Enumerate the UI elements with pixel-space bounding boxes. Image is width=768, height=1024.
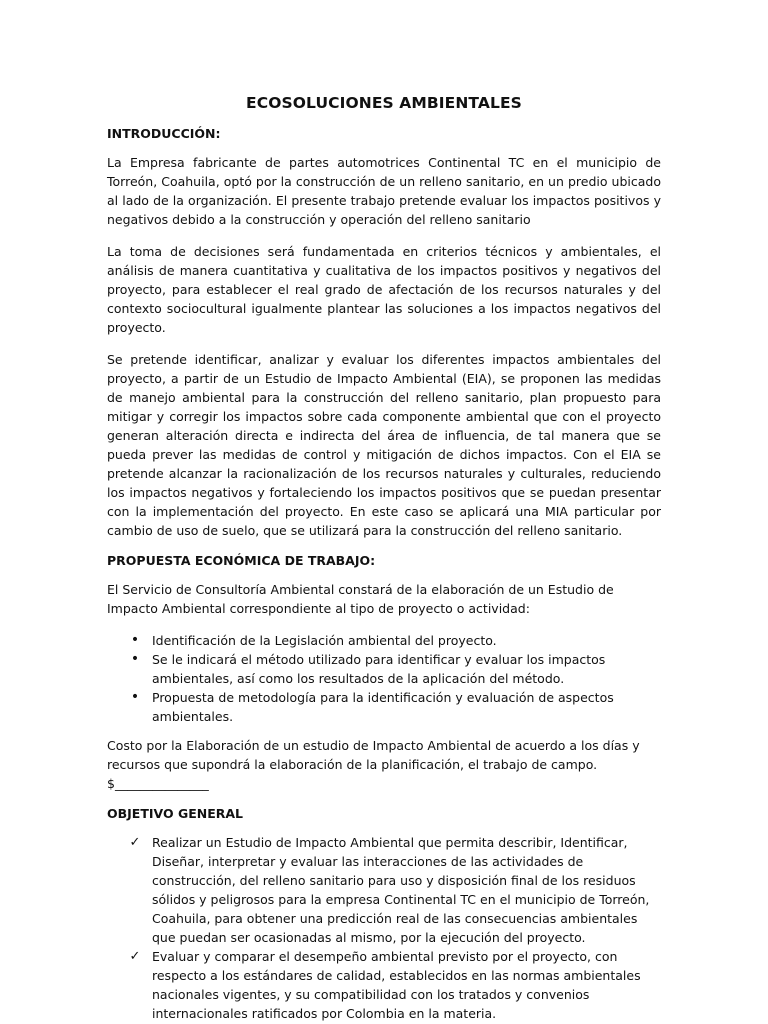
proposal-bullet-list [107, 631, 661, 726]
checkmark-icon: ✓ [129, 835, 141, 850]
list-item [107, 631, 661, 650]
list-item-text: Propuesta de metodología para la identificación y evaluación de aspectos ambientales. [152, 690, 614, 724]
list-item-text: Se le indicará el método utilizado para identificar y evaluar los impactos ambientales, así como los resultados de la aplicación del método. [152, 652, 606, 686]
objective-heading: OBJETIVO GENERAL [107, 806, 244, 821]
intro-paragraph-2: La toma de decisiones será fundamentada en criterios técnicos y ambientales, el análisis de manera cuantitativa y cualitativa de los impactos positivos y negativos del proyecto, para establecer el real grado de afectación de los recursos naturales y del contexto sociocultural igualmente plantear las soluciones a los impactos negativos del proyecto. [107, 244, 661, 335]
intro-heading: INTRODUCCIÓN: [107, 126, 221, 141]
intro-paragraph-3: Se pretende identificar, analizar y evaluar los diferentes impactos ambientales del proyecto, a partir de un Estudio de Impacto Ambiental (EIA), se proponen las medidas de manejo ambiental para la construcción del relleno sanitario, plan propuesto para mitigar y corregir los impactos sobre cada componente ambiental que con el proyecto generan alteración directa e indirecta del área de influencia, de tal manera que se pueda prever las medidas de control y mitigación de dichos impactos. Con el EIA se pretende alcanzar la racionalización de los recursos naturales y culturales, reduciendo los impactos negativos y fortaleciendo los impactos positivos que se puedan presentar con la implementación del proyecto. En este caso se aplicará una MIA particular por cambio de uso de suelo, que se utilizará para la construcción del relleno sanitario. [107, 352, 661, 538]
list-item-text: Evaluar y comparar el desempeño ambiental previsto por el proyecto, con respecto a los estándares de calidad, establecidos en las normas ambientales nacionales vigentes, y su compatibilidad con los tratados y convenios internacionales ratificados por Colombia en la materia. [152, 949, 641, 1021]
intro-paragraph-1: La Empresa fabricante de partes automotrices Continental TC en el municipio de Torreón, Coahuila, optó por la construcción de un relleno sanitario, en un predio ubicado al lado de la organización. El presente trabajo pretende evaluar los impactos positivos y negativos debido a la construcción y operación del relleno sanitario [107, 155, 661, 227]
objective-check-list [107, 833, 661, 1023]
list-item-text: Realizar un Estudio de Impacto Ambiental que permita describir, Identificar, Diseñar, interpretar y evaluar las interacciones de las actividades de construcción, del relleno sanitario para uso y disposición final de los residuos sólidos y peligrosos para la empresa Continental TC en el municipio de Torreón, Coahuila, para obtener una predicción real de las consecuencias ambientales que puedan ser ocasionadas al mismo, por la ejecución del proyecto. [152, 835, 650, 945]
proposal-paragraph: El Servicio de Consultoría Ambiental constará de la elaboración de un Estudio de Impacto Ambiental correspondiente al tipo de proyecto o actividad: [107, 582, 614, 616]
document-title: ECOSOLUCIONES AMBIENTALES [246, 94, 522, 112]
bullet-icon: • [130, 689, 140, 705]
list-item [107, 688, 661, 726]
proposal-heading: PROPUESTA ECONÓMICA DE TRABAJO: [107, 553, 376, 568]
list-item [107, 650, 661, 688]
list-item [107, 947, 661, 1023]
list-item-text: Identificación de la Legislación ambiental del proyecto. [152, 633, 497, 648]
cost-paragraph: Costo por la Elaboración de un estudio de Impacto Ambiental de acuerdo a los días y recursos que supondrá la elaboración de la planificación, el trabajo de campo. $_______________ [107, 738, 640, 791]
bullet-icon: • [130, 651, 140, 667]
bullet-icon: • [130, 632, 140, 648]
list-item [107, 833, 661, 947]
checkmark-icon: ✓ [129, 949, 141, 964]
